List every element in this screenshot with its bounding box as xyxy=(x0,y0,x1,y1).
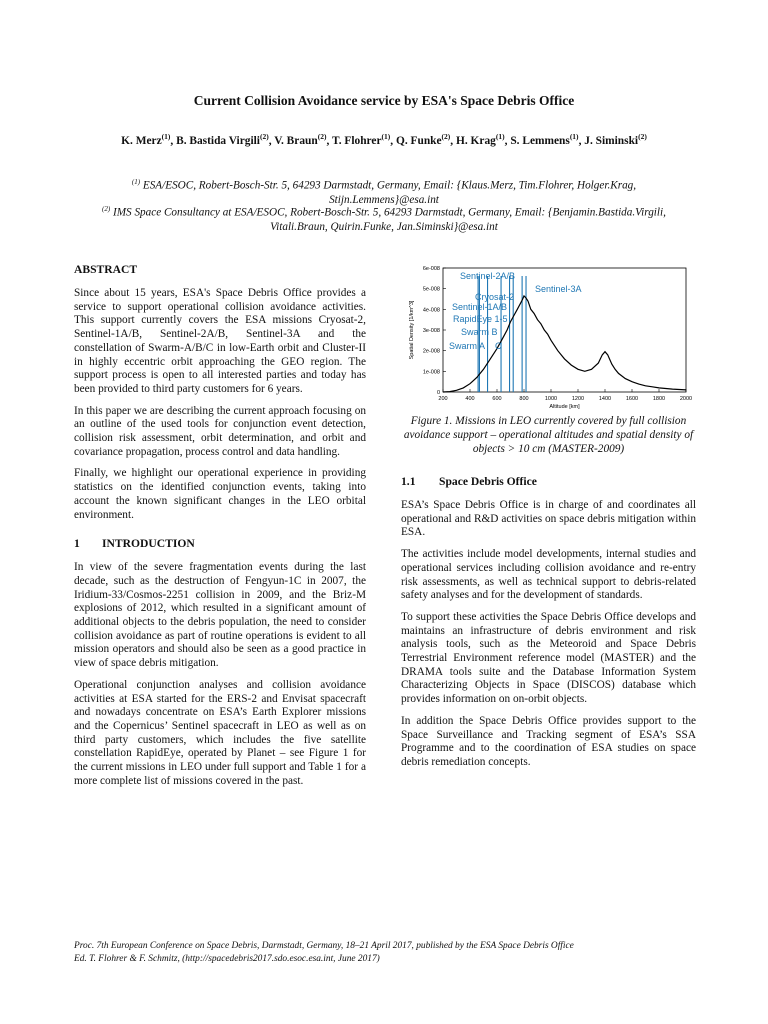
x-tick-label: 400 xyxy=(465,396,475,402)
introduction-heading xyxy=(74,536,366,551)
y-tick-label: 3e-008 xyxy=(422,328,440,334)
y-tick-label: 5e-008 xyxy=(422,286,440,293)
author-name: B. Bastida Virgili xyxy=(176,134,260,147)
author-affiliation-mark: (1) xyxy=(569,132,579,141)
sdo-paragraph: ESA’s Space Debris Office is in charge of and coordinates all operational and R&D activities on space debris mitigation within ESA. xyxy=(401,499,696,539)
x-tick-label: 1800 xyxy=(652,396,666,402)
author-name: V. Braun xyxy=(274,134,318,147)
sdo-paragraph: In addition the Space Debris Office provides support to the Space Surveillance and Tracking segment of ESA’s SSA Programme and to the coordination of ESA studies on space debris remediation concepts. xyxy=(401,714,696,768)
affiliation-text: IMS Space Consultancy at ESA/ESOC, Robert-Bosch-Str. 5, 64293 Darmstadt, Germany, Email: {Benjamin.Bastida.Virgili, Vitali.Braun, Quirin.Funke, Jan.Siminski}@esa.int xyxy=(110,206,666,233)
intro-paragraph: In view of the severe fragmentation events during the last decade, such as the destruction of Fengyun-1C in 2007, the Iridium-33/Cosmos-2251 collision in 2009, and the Briz-M explosions of 2012, which resulted in a significant amount of additional objects to the debris population, the need to consider collision avoidance as part of routine operations is evident to all mission operators and should also be seen as a good practice in view of space debris mitigation. xyxy=(74,561,366,670)
sdo-paragraph: To support these activities the Space Debris Office develops and maintains an infrastructure of debris environment and risk analysis tools, such as the Meteoroid and Space Debris Terrestrial Environment reference model (MASTER) and the DRAMA tools suite and the Database Information System Characterizing Objects in Space (DISCOS) database which provides information on on-orbit objects. xyxy=(401,610,696,706)
section-title: Space Debris Office xyxy=(439,475,537,488)
abstract-paragraph: In this paper we are describing the current approach focusing on an outline of the used tools for conjunction event detection, collision risk assessment, orbit determination, and orbit and covariance propagation, process control and data handling. xyxy=(74,404,366,458)
author-affiliation-mark: (2) xyxy=(441,132,451,141)
x-tick-label: 1000 xyxy=(544,396,558,402)
x-tick-label: 1600 xyxy=(625,396,639,402)
x-axis-label: Altitude [km] xyxy=(549,404,580,410)
x-tick-label: 600 xyxy=(492,396,502,402)
affiliation-mark: (2) xyxy=(102,205,111,213)
section-title: INTRODUCTION xyxy=(102,537,195,551)
mission-label: C xyxy=(495,341,502,351)
mission-label: Sentinel-3A xyxy=(535,284,582,294)
author-separator: , xyxy=(390,134,396,147)
x-tick-label: 1200 xyxy=(571,396,585,402)
author-list xyxy=(82,129,686,149)
footer-line: Proc. 7th European Conference on Space Debris, Darmstadt, Germany, 18–21 April 2017, published by the ESA Space Debris Office xyxy=(74,941,574,951)
y-tick-label: 2e-008 xyxy=(422,348,440,355)
author-separator: , xyxy=(326,134,332,147)
author-separator: , xyxy=(268,134,275,147)
mission-label: Swarm B xyxy=(461,327,498,337)
figure-caption: Figure 1. Missions in LEO currently covered by full collision avoidance support – operational altitudes and spatial density of objects > 10 cm (MASTER-2009) xyxy=(403,415,694,455)
author-name: T. Flohrer xyxy=(331,134,382,147)
abstract-paragraph: Since about 15 years, ESA's Space Debris Office provides a service to support operational collision avoidance activities. This support currently covers the ESA missions Cryosat-2, Sentinel-1A/B, Sentinel-2A/B, Sentinel-3A and the constellation of Swarm-A/B/C in low-Earth orbit and Cluster-II in highly eccentric orbit approaching the GEO region. The support process is open to all interested parties and today has been provided to third party customers for 6 years. xyxy=(74,287,366,395)
x-tick-label: 2000 xyxy=(679,396,693,402)
author-affiliation-mark: (2) xyxy=(259,132,269,141)
y-tick-label: 0 xyxy=(436,390,440,396)
author-affiliation-mark: (2) xyxy=(638,132,647,141)
author-separator: , xyxy=(504,134,511,147)
author-affiliation-mark: (1) xyxy=(495,132,505,141)
author-name: H. Krag xyxy=(456,134,496,147)
x-tick-label: 1400 xyxy=(598,396,612,402)
author-separator: , xyxy=(170,134,177,147)
mission-label: Swarm A xyxy=(449,341,486,351)
density-chart xyxy=(401,262,696,412)
abstract-heading: ABSTRACT xyxy=(74,263,138,276)
author-separator: , xyxy=(578,134,585,147)
section-number: 1 xyxy=(74,537,80,551)
abstract-paragraph: Finally, we highlight our operational experience in providing statistics on the identified conjunction events, taking into account the known significant changes in the LEO orbital environment. xyxy=(74,467,366,521)
affiliation-mark: (1) xyxy=(131,178,141,186)
author-name: J. Siminski xyxy=(584,134,639,147)
mission-label: Sentinel-1A/B xyxy=(452,302,508,312)
right-column xyxy=(401,474,696,778)
y-tick-label: 1e-008 xyxy=(422,369,440,376)
author-name: K. Merz xyxy=(121,134,162,147)
x-tick-label: 800 xyxy=(519,396,529,402)
paper-title: Current Collision Avoidance service by ESA's Space Debris Office xyxy=(193,93,575,108)
affiliation-2 xyxy=(92,202,676,234)
subsection-heading xyxy=(401,474,696,489)
author-affiliation-mark: (1) xyxy=(161,132,171,141)
section-number: 1.1 xyxy=(401,475,416,488)
mission-label: RapidEye 1-5 xyxy=(453,314,508,324)
sdo-paragraph: The activities include model developments, internal studies and operational services including collision avoidance and re-entry risk assessments, as well as technical support to debris-related safety analyses and for the development of standards. xyxy=(401,548,696,602)
affiliation-text: ESA/ESOC, Robert-Bosch-Str. 5, 64293 Darmstadt, Germany, Email: {Klaus.Merz, Tim.Flohrer, Holger.Krag, Stijn.Lemmens}@esa.int xyxy=(140,179,637,206)
x-tick-label: 200 xyxy=(438,396,448,402)
left-column xyxy=(74,262,366,797)
author-affiliation-mark: (2) xyxy=(317,132,327,141)
mission-label: Cryosat-2 xyxy=(475,292,515,302)
footer-line: Ed. T. Flohrer & F. Schmitz, (http://spacedebris2017.sdo.esoc.esa.int, June 2017) xyxy=(74,954,380,964)
y-tick-label: 4e-008 xyxy=(422,307,440,314)
y-tick-label: 6e-008 xyxy=(422,266,440,272)
figure-1 xyxy=(401,262,696,456)
intro-paragraph: Operational conjunction analyses and collision avoidance activities at ESA started for the ERS-2 and Envisat spacecraft and nowadays concentrate on ESA’s Earth Explorer missions and the Copernicus’ Sentinel spacecraft in LEO as well as on third party customers, which includes the five satellite constellation RapidEye, operated by Planet – see Figure 1 for the current missions in LEO under full support and Table 1 for a more complete list of missions covered in the past. xyxy=(74,678,366,787)
page-footer xyxy=(74,940,694,966)
y-axis-label: Spatial Density [1/km^3] xyxy=(409,300,415,360)
author-separator: , xyxy=(450,134,456,147)
mission-label: Sentinel-2A/B xyxy=(460,271,516,281)
author-affiliation-mark: (1) xyxy=(381,132,391,141)
author-name: Q. Funke xyxy=(395,134,442,147)
author-name: S. Lemmens xyxy=(510,134,570,147)
